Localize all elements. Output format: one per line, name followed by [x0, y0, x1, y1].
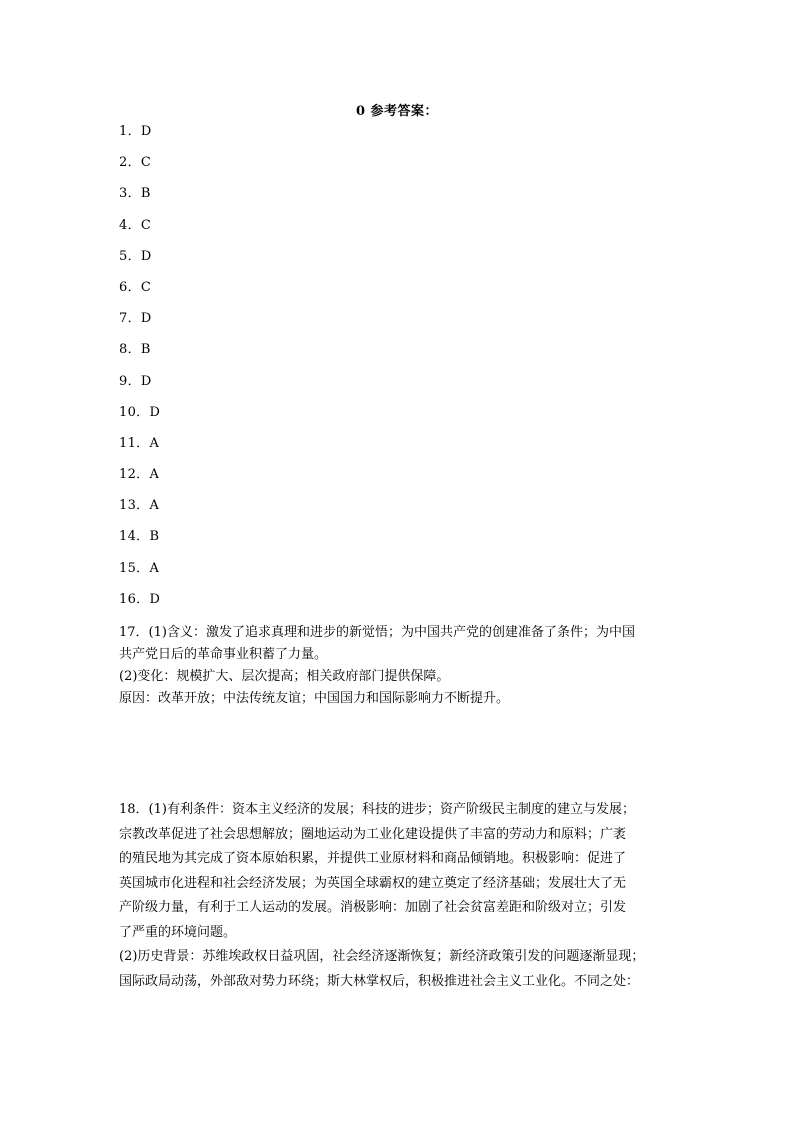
question-18-answer: [119, 798, 685, 994]
answer-item: 11．A: [119, 435, 160, 451]
answer-line: 18．(1)有利条件：资本主义经济的发展；科技的进步；资产阶级民主制度的建立与发展；: [119, 802, 635, 817]
answer-item: 10．D: [119, 404, 161, 420]
answer-item: 5．D: [119, 248, 152, 264]
answer-item: 7．D: [119, 311, 152, 327]
answer-line: 宗教改革促进了社会思想解放；圈地运动为工业化建设提供了丰富的劳动力和原料；广袤: [119, 826, 627, 842]
answer-item: 14．B: [119, 529, 160, 545]
answer-item: 15．A: [119, 560, 160, 576]
answer-line: 原因：改革开放；中法传统友谊；中国国力和国际影响力不断提升。: [119, 691, 510, 706]
answer-item: 8．B: [119, 342, 151, 358]
answer-line: 英国城市化进程和社会经济发展；为英国全球霸权的建立奠定了经济基础；发展壮大了无: [119, 875, 627, 891]
answer-line: 产阶级力量，有利于工人运动的发展。消极影响：加剧了社会贫富差距和阶级对立；引发: [119, 900, 627, 915]
answer-line: (2)变化：规模扩大、层次提高；相关政府部门提供保障。: [119, 669, 450, 684]
answer-item: 13．A: [119, 498, 160, 514]
answer-item: 9．D: [119, 373, 152, 389]
answer-item: 12．A: [119, 467, 160, 483]
answer-item: 4．C: [119, 217, 152, 233]
answer-line: 了严重的环境问题。: [119, 924, 237, 940]
answer-item: 1．D: [119, 124, 152, 139]
answer-line: 共产党日后的革命事业积蓄了力量。: [119, 647, 328, 662]
answer-list: [119, 122, 160, 621]
answer-line: 的殖民地为其完成了资本原始积累，并提供工业原材料和商品倾销地。积极影响：促进了: [119, 851, 627, 866]
answer-line: 国际政局动荡，外部敌对势力环绕；斯大林掌权后，积极推进社会主义工业化。不同之处：: [119, 973, 640, 989]
answer-line: (2)历史背景：苏维埃政权日益巩固，社会经济逐渐恢复；新经济政策引发的问题逐渐显现；: [119, 949, 645, 964]
answer-item: 3．B: [119, 186, 151, 202]
answer-line: 17．(1)含义：激发了追求真理和进步的新觉悟；为中国共产党的创建准备了条件；为中国: [119, 625, 635, 640]
answer-item: 6．C: [119, 279, 152, 295]
question-17-answer: [119, 622, 685, 710]
answer-item: 2．C: [119, 155, 152, 171]
answer-item: 16．D: [119, 591, 161, 607]
page-title: 0 参考答案：: [355, 104, 439, 119]
